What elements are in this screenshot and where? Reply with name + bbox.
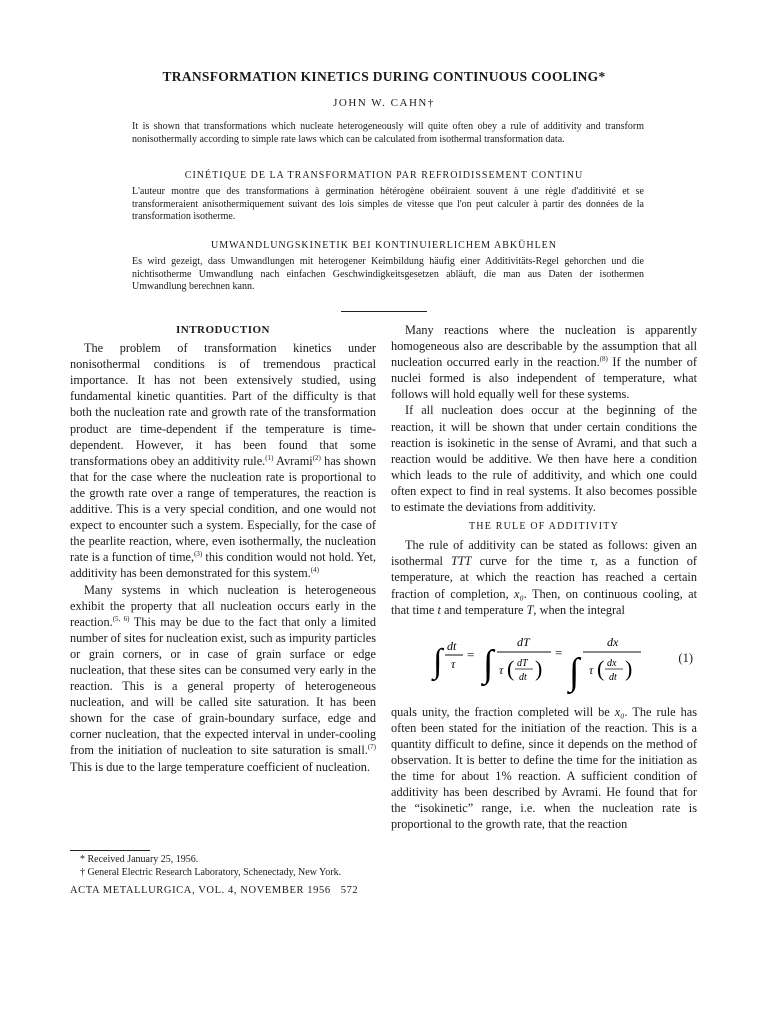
paper-title: TRANSFORMATION KINETICS DURING CONTINUOUS COOLING*	[162, 69, 606, 84]
svg-text:): )	[535, 655, 543, 681]
reference-mark: (3)	[194, 550, 203, 559]
text-span: has shown that for the case where the nucleation rate is proportional to the growth rate over a range of temperatures, the reaction is additive. This is a very special condition, and one would not expect to encounter such a system. Especially, for the case of the pearlite reaction, where, even isothermally, the nucleation rate is a function of time,	[70, 453, 376, 565]
text-span: Avrami	[273, 453, 313, 468]
svg-text:dt: dt	[447, 638, 457, 653]
math-ttt: TTT	[450, 554, 472, 569]
text-span: . The rule has often been stated for the initiation of the reaction. This is a quantity difficult to define, since it depends on the method of observation. It is better to define the time for the initiation as the time for about 1% reaction. A sufficient condition of additivity has been described by Avrami. He found that for the “isokinetic” range, i.e. when the nucleation rate is proportional to the growth rate, that the reaction	[391, 704, 697, 832]
intro-paragraph-2	[70, 582, 376, 775]
svg-text:): )	[625, 655, 633, 681]
math-x0: x₀	[614, 704, 625, 719]
math-t: t	[437, 602, 441, 617]
text-span: Many reactions where the nucleation is apparently homogeneous also are describable by the assumption that all nucleation occurred early in the reaction.	[391, 323, 697, 370]
footnote-rule	[70, 850, 150, 851]
text-span: , when the integral	[533, 602, 625, 617]
abstract-french-heading: CINÉTIQUE DE LA TRANSFORMATION PAR REFROIDISSEMENT CONTINU	[184, 170, 584, 181]
right-column	[391, 322, 697, 832]
reference-mark: (2)	[312, 453, 321, 462]
body-paragraph-1	[391, 322, 697, 402]
footnote-affiliation: † General Electric Research Laboratory, Schenectady, New York.	[80, 866, 342, 878]
journal-footer	[70, 885, 358, 896]
text-span: This may be due to the fact that only a limited number of sites for nucleation exist, such as impurity particles or grain corners, or in case of grain surface or edge nucleation, that these sites can be consumed very early in the reaction. This is a general property of heterogeneous nucleation, and will be called site saturation. It has been shown for the case of grain-boundary surface, edge and corner nucleation, that the expected interval in under-cooling from the initiation of nucleation to site saturation is small.	[70, 614, 376, 758]
svg-text:dt: dt	[609, 671, 617, 683]
svg-text:∫: ∫	[569, 650, 580, 693]
abstract-german-heading: UMWANDLUNGSKINETIK BEI KONTINUIERLICHEM ABKÜHLEN	[210, 240, 558, 251]
text-span: curve for the time	[471, 554, 591, 569]
reference-mark: (4)	[310, 566, 319, 575]
intro-paragraph-1	[70, 340, 376, 581]
equation-number: (1)	[678, 650, 693, 665]
text-span: , as a function of temperature, at which the reaction has reached a certain fraction of completion,	[391, 554, 698, 601]
reference-mark: (8)	[599, 355, 608, 364]
text-span: The rule of additivity can be stated as follows: given an isothermal	[391, 538, 697, 569]
page-number: 572	[340, 885, 359, 896]
svg-text:τ: τ	[451, 656, 456, 671]
body-paragraph-3	[391, 537, 697, 617]
math-T: T	[526, 602, 534, 617]
footnotes	[70, 850, 376, 879]
introduction-heading: INTRODUCTION	[175, 324, 270, 336]
svg-text:dt: dt	[519, 671, 527, 683]
body-paragraph-2: If all nucleation does occur at the beginning of the reaction, it will be shown that under certain conditions the reaction is isokinetic in the sense of Avrami, and that such a reaction would be additive. We then have here a condition which leads to the rule of additivity, and which one could often expect to find in real systems. It also becomes possible to estimate the deviations from additivity.	[391, 403, 697, 515]
text-span: Many systems in which nucleation is heterogeneous exhibit the property that all nucleation occurs early in the reaction.	[70, 582, 376, 629]
math-x0: x₀	[514, 586, 524, 601]
svg-text:(: (	[597, 655, 605, 681]
text-span: This is due to the large temperature coefficient of nucleation.	[70, 759, 371, 774]
additivity-heading: THE RULE OF ADDITIVITY	[469, 521, 619, 533]
author-name: JOHN W. CAHN†	[333, 97, 435, 109]
reference-mark: (7)	[367, 743, 376, 752]
section-divider	[341, 311, 427, 312]
text-span: quals unity, the fraction completed will be	[391, 704, 615, 719]
left-column	[70, 322, 376, 775]
svg-text:=: =	[555, 644, 563, 660]
equation-1	[391, 624, 697, 700]
journal-citation: ACTA METALLURGICA, VOL. 4, NOVEMBER 1956	[70, 885, 331, 896]
reference-mark: (1)	[265, 453, 274, 462]
text-span: . Then, on continuous cooling, at that time	[391, 586, 697, 617]
text-span: If the number of nuclei formed is also independent of temperature, what follows will hold equally well for these systems.	[391, 355, 697, 402]
abstract-french: L'auteur montre que des transformations à germination hétérogène obéiraient souvent à une règle d'additivité et se transformeraient anisothermiquement suivant des lois simples de vitesse que l'on peut calculer à partir des données de la transformation isotherme.	[132, 186, 644, 222]
text-span: and temperature	[440, 602, 527, 617]
text-span: The problem of transformation kinetics under nonisothermal conditions is of tremendous practical importance. It has not been extensively studied, using fundamental kinetic quantities. Part of the difficulty is that both the nucleation rate and growth rate of the transformation product are time-dependent if the temperature is time-dependent. However, it has been found that some transformations obey an additivity rule.	[70, 341, 376, 468]
text-span: this condition would not hold. Yet, additivity has been demonstrated for this system.	[70, 550, 376, 581]
svg-text:dx: dx	[607, 657, 617, 669]
svg-text:dT: dT	[517, 657, 528, 669]
svg-text:τ: τ	[589, 662, 594, 677]
integral-equation-graphic	[431, 624, 671, 700]
svg-text:dx: dx	[607, 634, 619, 649]
footnote-received: * Received January 25, 1956.	[80, 854, 199, 865]
abstract-english: It is shown that transformations which nucleate heterogeneously will quite often obey a rule of additivity and transform nonisothermally according to simple rate laws which can be calculated from isothermal transformation data.	[132, 121, 644, 145]
svg-text:(: (	[507, 655, 515, 681]
svg-text:=: =	[467, 646, 475, 662]
svg-text:dT: dT	[517, 634, 530, 649]
svg-text:∫: ∫	[433, 642, 443, 680]
reference-mark: (5, 6)	[112, 614, 130, 623]
math-tau: τ	[590, 554, 595, 569]
svg-text:τ: τ	[499, 662, 504, 677]
abstract-german: Es wird gezeigt, dass Umwandlungen mit heterogener Keimbildung häufig einer Additivitäts-Regel gehorchen und die nichtisotherme Umwandlung nach einfachen Geschwindigkeitsgesetzen abläuft, die man aus Daten der isothermen Umwandlung berechnen kann.	[132, 256, 644, 292]
body-paragraph-4	[391, 704, 697, 833]
svg-text:∫: ∫	[483, 642, 494, 685]
